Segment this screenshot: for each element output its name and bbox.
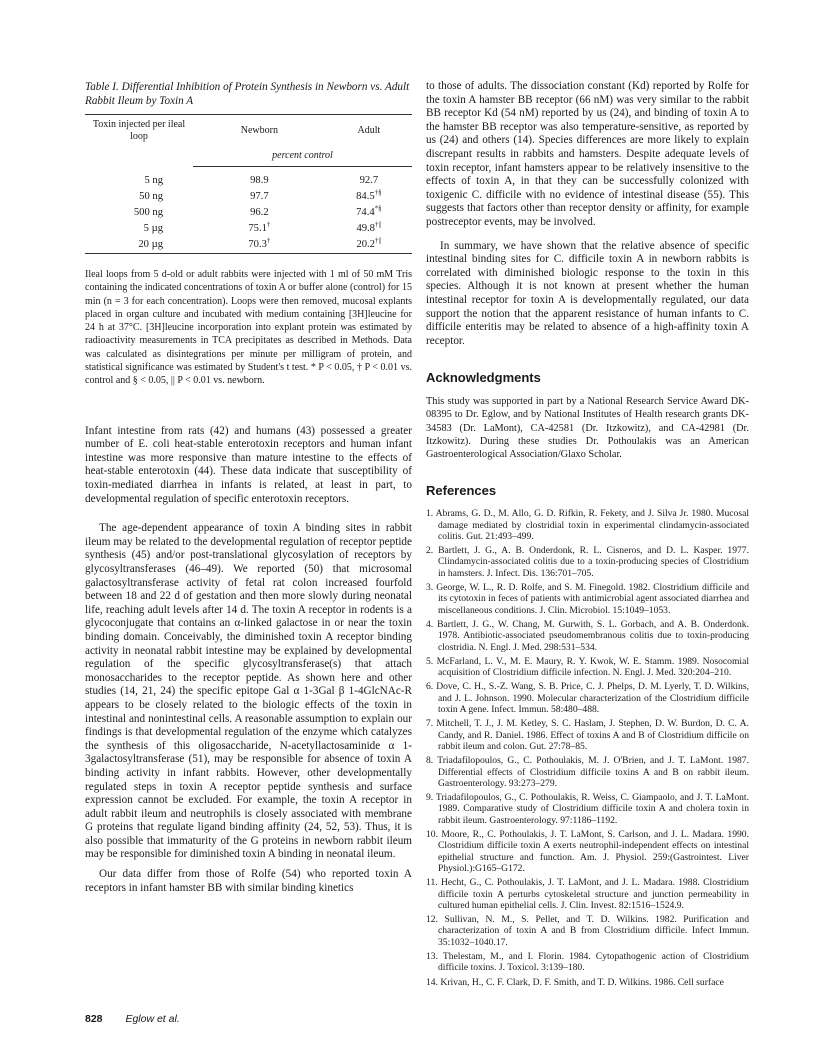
newborn-cell: 75.1† xyxy=(248,220,271,234)
column-header-newborn: Newborn xyxy=(193,115,326,147)
paragraph: Infant intestine from rats (42) and humans (43) possessed a greater number of E. coli heat-stable enterotoxin receptors and human infant intestine was more responsive than mature intestine to the effects of heat-stable enterotoxin (44). These data indicate that susceptibility of toxin-mediated diarrhea in infants is related, at least in part, to developmental regulation of specific enterotoxin receptors. xyxy=(85,424,412,505)
adult-cell: 84.5†§ xyxy=(356,188,382,202)
table-row xyxy=(85,173,412,189)
reference-item: 3. George, W. L., R. D. Rolfe, and S. M. Finegold. 1982. Clostridium difficile and its cytotoxin in feces of patients with antimicrobial agent associated diarrhea and miscellaneous conditions. J. Clin. Microbiol. 15:1049–1053. xyxy=(426,582,749,616)
dose-cell: 500 ng xyxy=(133,207,163,218)
reference-item: 10. Moore, R., C. Pothoulakis, J. T. LaMont, S. Carlson, and J. L. Madara. 1990. Clostridium difficile toxin A exerts neutrophil-independent effects on intestinal epithelial structure and function. Am. J. Physiol. 259:(Gastrointest. Liver Physiol.):G165–G172. xyxy=(426,829,749,874)
dose-cell: 20 µg xyxy=(85,237,193,254)
reference-item: 9. Triadafilopoulos, G., C. Pothoulakis, R. Weiss, C. Giampaolo, and J. T. LaMont. 1989. Comparative study of Clostridium difficile toxin A and cholera toxin in rabbit ileum. Gastroenterology. 97:1186–1192. xyxy=(426,792,749,826)
newborn-cell: 97.7 xyxy=(250,191,269,202)
adult-cell: 92.7 xyxy=(359,175,379,186)
table-body xyxy=(85,173,412,254)
unit-label: percent control xyxy=(272,150,333,161)
newborn-cell: 70.3† xyxy=(193,237,326,254)
dose-cell: 5 µg xyxy=(143,223,163,234)
reference-item: 7. Mitchell, T. J., J. M. Ketley, S. C. Haslam, J. Stephen, D. W. Burdon, D. C. A. Candy, and R. Daniel. 1986. Effect of toxins A and B of Clostridium difficile on rabbit ileum and colon. Gut. 27:78–85. xyxy=(426,718,749,752)
adult-cell: 49.8†|| xyxy=(356,220,382,234)
reference-item: 5. McFarland, L. V., M. E. Maury, R. Y. Kwok, W. E. Stamm. 1989. Nosocomial acquisition of Clostridium difficile infection. N. Engl. J. Med. 320:204–210. xyxy=(426,655,749,679)
running-authors: Eglow et al. xyxy=(125,1013,180,1025)
adult-cell: 20.2†|| xyxy=(326,237,412,254)
table-row xyxy=(85,221,412,237)
page-footer xyxy=(85,1013,180,1025)
table-row xyxy=(85,205,412,221)
reference-list xyxy=(426,508,749,988)
paragraph: The age-dependent appearance of toxin A binding sites in rabbit ileum may be related to the developmental regulation of receptor peptide synthesis (45) and/or post-translational glycosylation of receptors by glycosyltransferases (46–49). We reported (50) that microsomal galactosyltransferase activity of fetal rat colon increased fourfold between 18 and 22 d of gestation and then more slowly during neonatal life, reaching adult levels after 14 d. The toxin A receptor in rodents is a glycoconjugate that contains an α-linked galactose in or near the toxin binding domain. Conceivably, the diminished toxin A receptor binding activity in neonatal rabbit intestine may be explained by developmental regulation of the specific glycosyltransferase(s) that attach monosaccharides to the receptor peptide. As shown here and other studies (14, 21, 24) the specific epitope Gal α 1-3Gal β 1-4GlcNAc-R appears to be closely related to the biologic effects of the toxin in intestinal and nonintestinal cells. A reasonable assumption to explain our findings is that developmental regulation of the enzyme which catalyzes the synthesis of this oligosaccharide, N-acetyllactosaminide α 1-3galactosyltransferase (51), may be responsible for absence of toxin A binding activity in infant rabbits. However, other developmentally regulated steps in toxin A receptor peptide synthesis and surface expression cannot be excluded. For example, the toxin A receptor in adult rabbit ileum and neutrophils is closely associated with membrane G proteins that regulate ligand binding affinity (24, 52, 53). Thus, it is also possible that immaturity of the G proteins in newborn rabbit ileum may be responsible for diminished toxin A binding in neonatal ileum. xyxy=(85,522,412,861)
table-footnote: Ileal loops from 5 d-old or adult rabbits were injected with 1 ml of 50 mM Tris containing the indicated concentrations of toxin A or buffer alone (control) for 15 min (n = 3 for each concentration). Loops were then removed, mucosal explants placed in organ culture and incubated with medium containing [3H]leucine for 24 h at 37°C. [3H]leucine incorporation into explant protein was estimated by radioactivity measurements in TCA precipitates as described in Methods. Data was calculated as disintegrations per minute per milligram of protein, and statistical significance was estimated by Student's t test. * P < 0.05, † P < 0.01 vs. control and § < 0.05, || P < 0.01 vs. newborn. xyxy=(85,269,412,387)
reference-item: 1. Abrams, G. D., M. Allo, G. D. Rifkin, R. Fekety, and J. Silva Jr. 1980. Mucosal damage mediated by clostridial toxin in experimental clindamycin-associated colitis. Gut. 21:493–499. xyxy=(426,508,749,542)
right-column xyxy=(426,80,749,991)
results-table xyxy=(85,114,412,254)
right-body-text xyxy=(426,80,749,348)
page-number: 828 xyxy=(85,1013,103,1025)
reference-item: 6. Dove, C. H., S.-Z. Wang, S. B. Price, C. J. Phelps, D. M. Lyerly, T. D. Wilkins, and J. L. Johnson. 1990. Molecular characterization of the Clostridium difficile toxin A gene. Infect. Immun. 58:480–488. xyxy=(426,681,749,716)
reference-item: 8. Triadafilopoulos, G., C. Pothoulakis, M. J. O'Brien, and J. T. LaMont. 1987. Differential effects of Clostridium difficile toxins A and B on rabbit ileum. Gastroenterology. 93:273–279. xyxy=(426,755,749,789)
reference-item: 13. Thelestam, M., and I. Florin. 1984. Cytopathogenic action of Clostridium difficile toxins. J. Toxicol. 3:139–180. xyxy=(426,950,749,974)
dose-cell: 5 ng xyxy=(144,175,163,186)
references-heading: References xyxy=(426,483,497,499)
paragraph: to those of adults. The dissociation constant (Kd) reported by Rolfe for the toxin A hamster BB receptor (66 nM) was very similar to the rabbit BB receptor Kd (54 nM) reported by us (24), and binding of toxin A to the hamster BB receptor was also temperature-sensitive, as reported by us (24) and others (14). Species differences are more likely to explain discrepant results in rabbits and hamsters. Despite adequate levels of toxin receptor, infant hamsters appear to be relatively insensitive to the effects of toxin A, in that they can be successfully colonized with toxigenic C. difficile with no evidence of intestinal disease (55). This suggests that factors other than receptor density or affinity, for example postreceptor events, may be involved. xyxy=(426,80,749,228)
reference-item: 12. Sullivan, N. M., S. Pellet, and T. D. Wilkins. 1982. Purification and characterization of toxin A and B from Clostridium difficile. Infect Immun. 35:1032–1040.17. xyxy=(426,914,749,948)
dose-cell: 50 ng xyxy=(139,191,163,202)
table-title: Table I. Differential Inhibition of Protein Synthesis in Newborn vs. Adult Rabbit Ileum by Toxin A xyxy=(85,81,410,107)
acknowledgments-heading: Acknowledgments xyxy=(426,370,541,386)
column-header-dose: Toxin injected per ileal loop xyxy=(85,115,193,147)
table-row xyxy=(85,189,412,205)
acknowledgments-text: This study was supported in part by a National Research Service Award DK-08395 to Dr. Eglow, and by National Institutes of Health research grants DK-34583 (Dr. LaMont), CA-42581 (Dr. Itzkowitz), and CA-42981 (Dr. Itzkowitz). During these studies Dr. Pothoulakis was an American Gastroenterological Association/Glaxo Scholar. xyxy=(426,396,749,461)
reference-item: 4. Bartlett, J. G., W. Chang, M. Gurwith, S. L. Gorbach, and A. B. Onderdonk. 1978. Antibiotic-associated pseudomembranous colitis due to toxin-producing clostridia. N. Engl. J. Med. 298:531–534. xyxy=(426,618,749,653)
adult-cell: 74.4*§ xyxy=(356,204,382,218)
left-column xyxy=(85,80,412,895)
newborn-cell: 98.9 xyxy=(250,175,269,186)
paragraph: Our data differ from those of Rolfe (54) who reported toxin A receptors in infant hamster BB with similar binding kinetics xyxy=(85,868,412,894)
reference-item: 14. Krivan, H., C. F. Clark, D. F. Smith, and T. D. Wilkins. 1986. Cell surface xyxy=(426,976,724,988)
reference-item: 2. Bartlett, J. G., A. B. Onderdonk, R. L. Cisneros, and D. L. Kasper. 1977. Clindamycin-associated colitis due to a toxin-producing species of Clostridium in hamsters. J. Infect. Dis. 136:701–705. xyxy=(426,545,749,579)
table-row xyxy=(85,237,412,254)
newborn-cell: 96.2 xyxy=(250,207,269,218)
reference-item: 11. Hecht, G., C. Pothoulakis, J. T. LaMont, and J. L. Madara. 1988. Clostridium difficile toxin A perturbs cytoskeletal structure and junction permeability in cultured human epithelial cells. J. Clin. Invest. 82:1516–1524.9. xyxy=(426,877,749,911)
paragraph: In summary, we have shown that the relative absence of specific intestinal binding sites for C. difficile toxin A in newborn rabbits is correlated with diminished biologic response to the toxin in this species. Although it is not known at present whether the human intestinal receptor for toxin A is developmentally regulated, our data support the notion that the apparent resistance of human infants to C. difficile enteritis may be related to absence of a high-affinity toxin A receptor. xyxy=(426,239,749,347)
left-body-text xyxy=(85,425,412,896)
column-header-adult: Adult xyxy=(326,115,412,147)
